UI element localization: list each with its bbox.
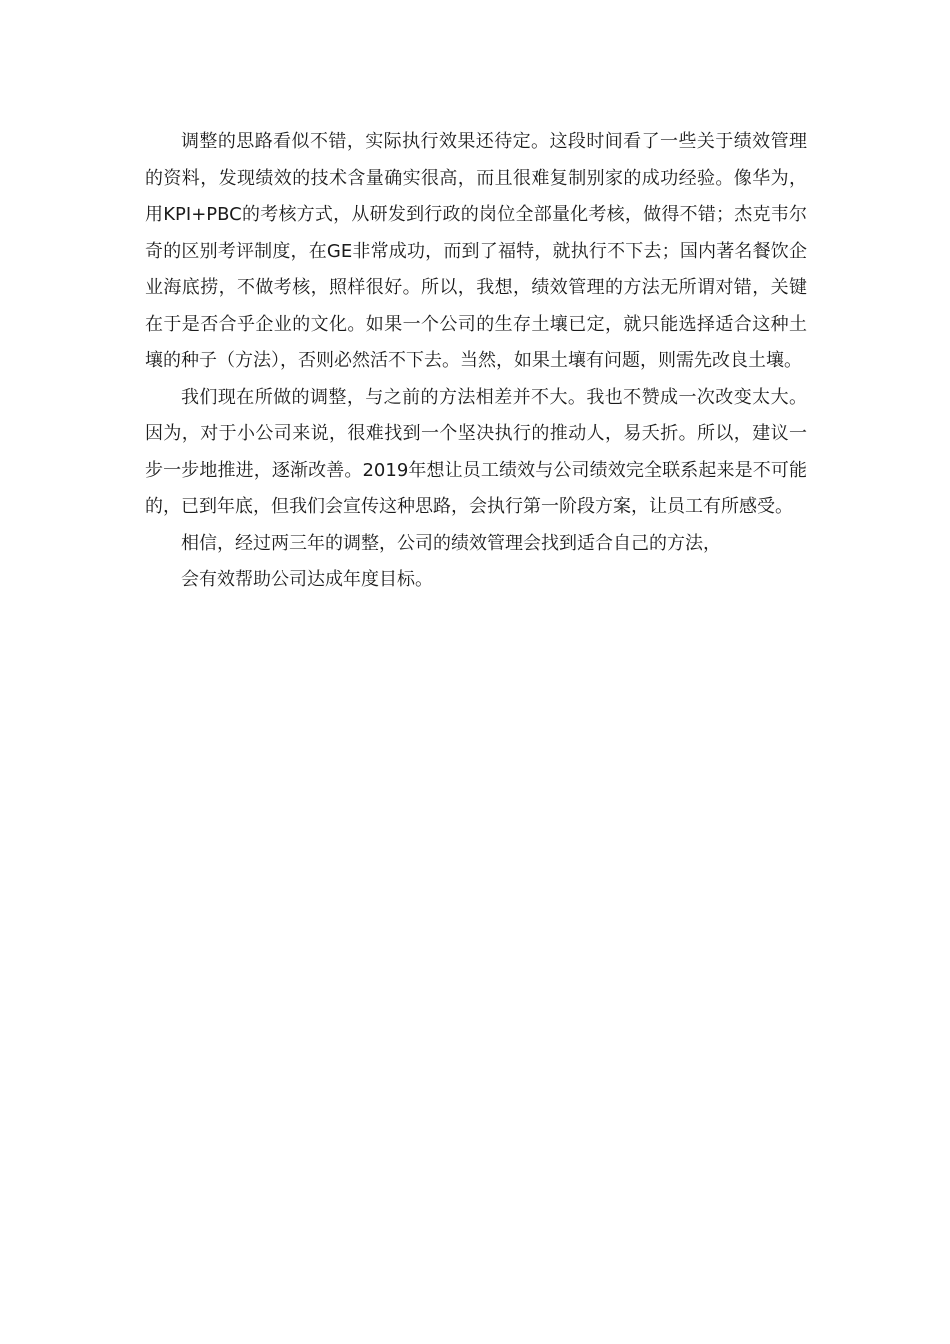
document-body bbox=[145, 124, 807, 599]
paragraph-annual-goal: 会有效帮助公司达成年度目标。 bbox=[181, 569, 433, 590]
paragraph-performance-thinking: 调整的思路看似不错，实际执行效果还待定。这段时间看了一些关于绩效管理的资料，发现绩效的技术含量确实很高，而且很难复制别家的成功经验。像华为，用KPI+PBC的考核方式，从研发到行政的岗位全部量化考核，做得不错；杰克韦尔奇的区别考评制度，在GE非常成功，而到了福特，就执行不下去；国内著名餐饮企业海底捞，不做考核，照样很好。所以，我想，绩效管理的方法无所谓对错，关键在于是否合乎企业的文化。如果一个公司的生存土壤已定，就只能选择适合这种土壤的种子（方法），否则必然活不下去。当然，如果土壤有问题，则需先改良土壤。 bbox=[145, 131, 807, 371]
paragraph-current-adjustment: 我们现在所做的调整，与之前的方法相差并不大。我也不赞成一次改变太大。因为，对于小公司来说，很难找到一个坚决执行的推动人，易夭折。所以，建议一步一步地推进，逐渐改善。2019年想让员工绩效与公司绩效完全联系起来是不可能的，已到年底，但我们会宣传这种思路，会执行第一阶段方案，让员工有所感受。 bbox=[145, 386, 807, 517]
paragraph-belief: 相信，经过两三年的调整，公司的绩效管理会找到适合自己的方法， bbox=[181, 532, 721, 554]
